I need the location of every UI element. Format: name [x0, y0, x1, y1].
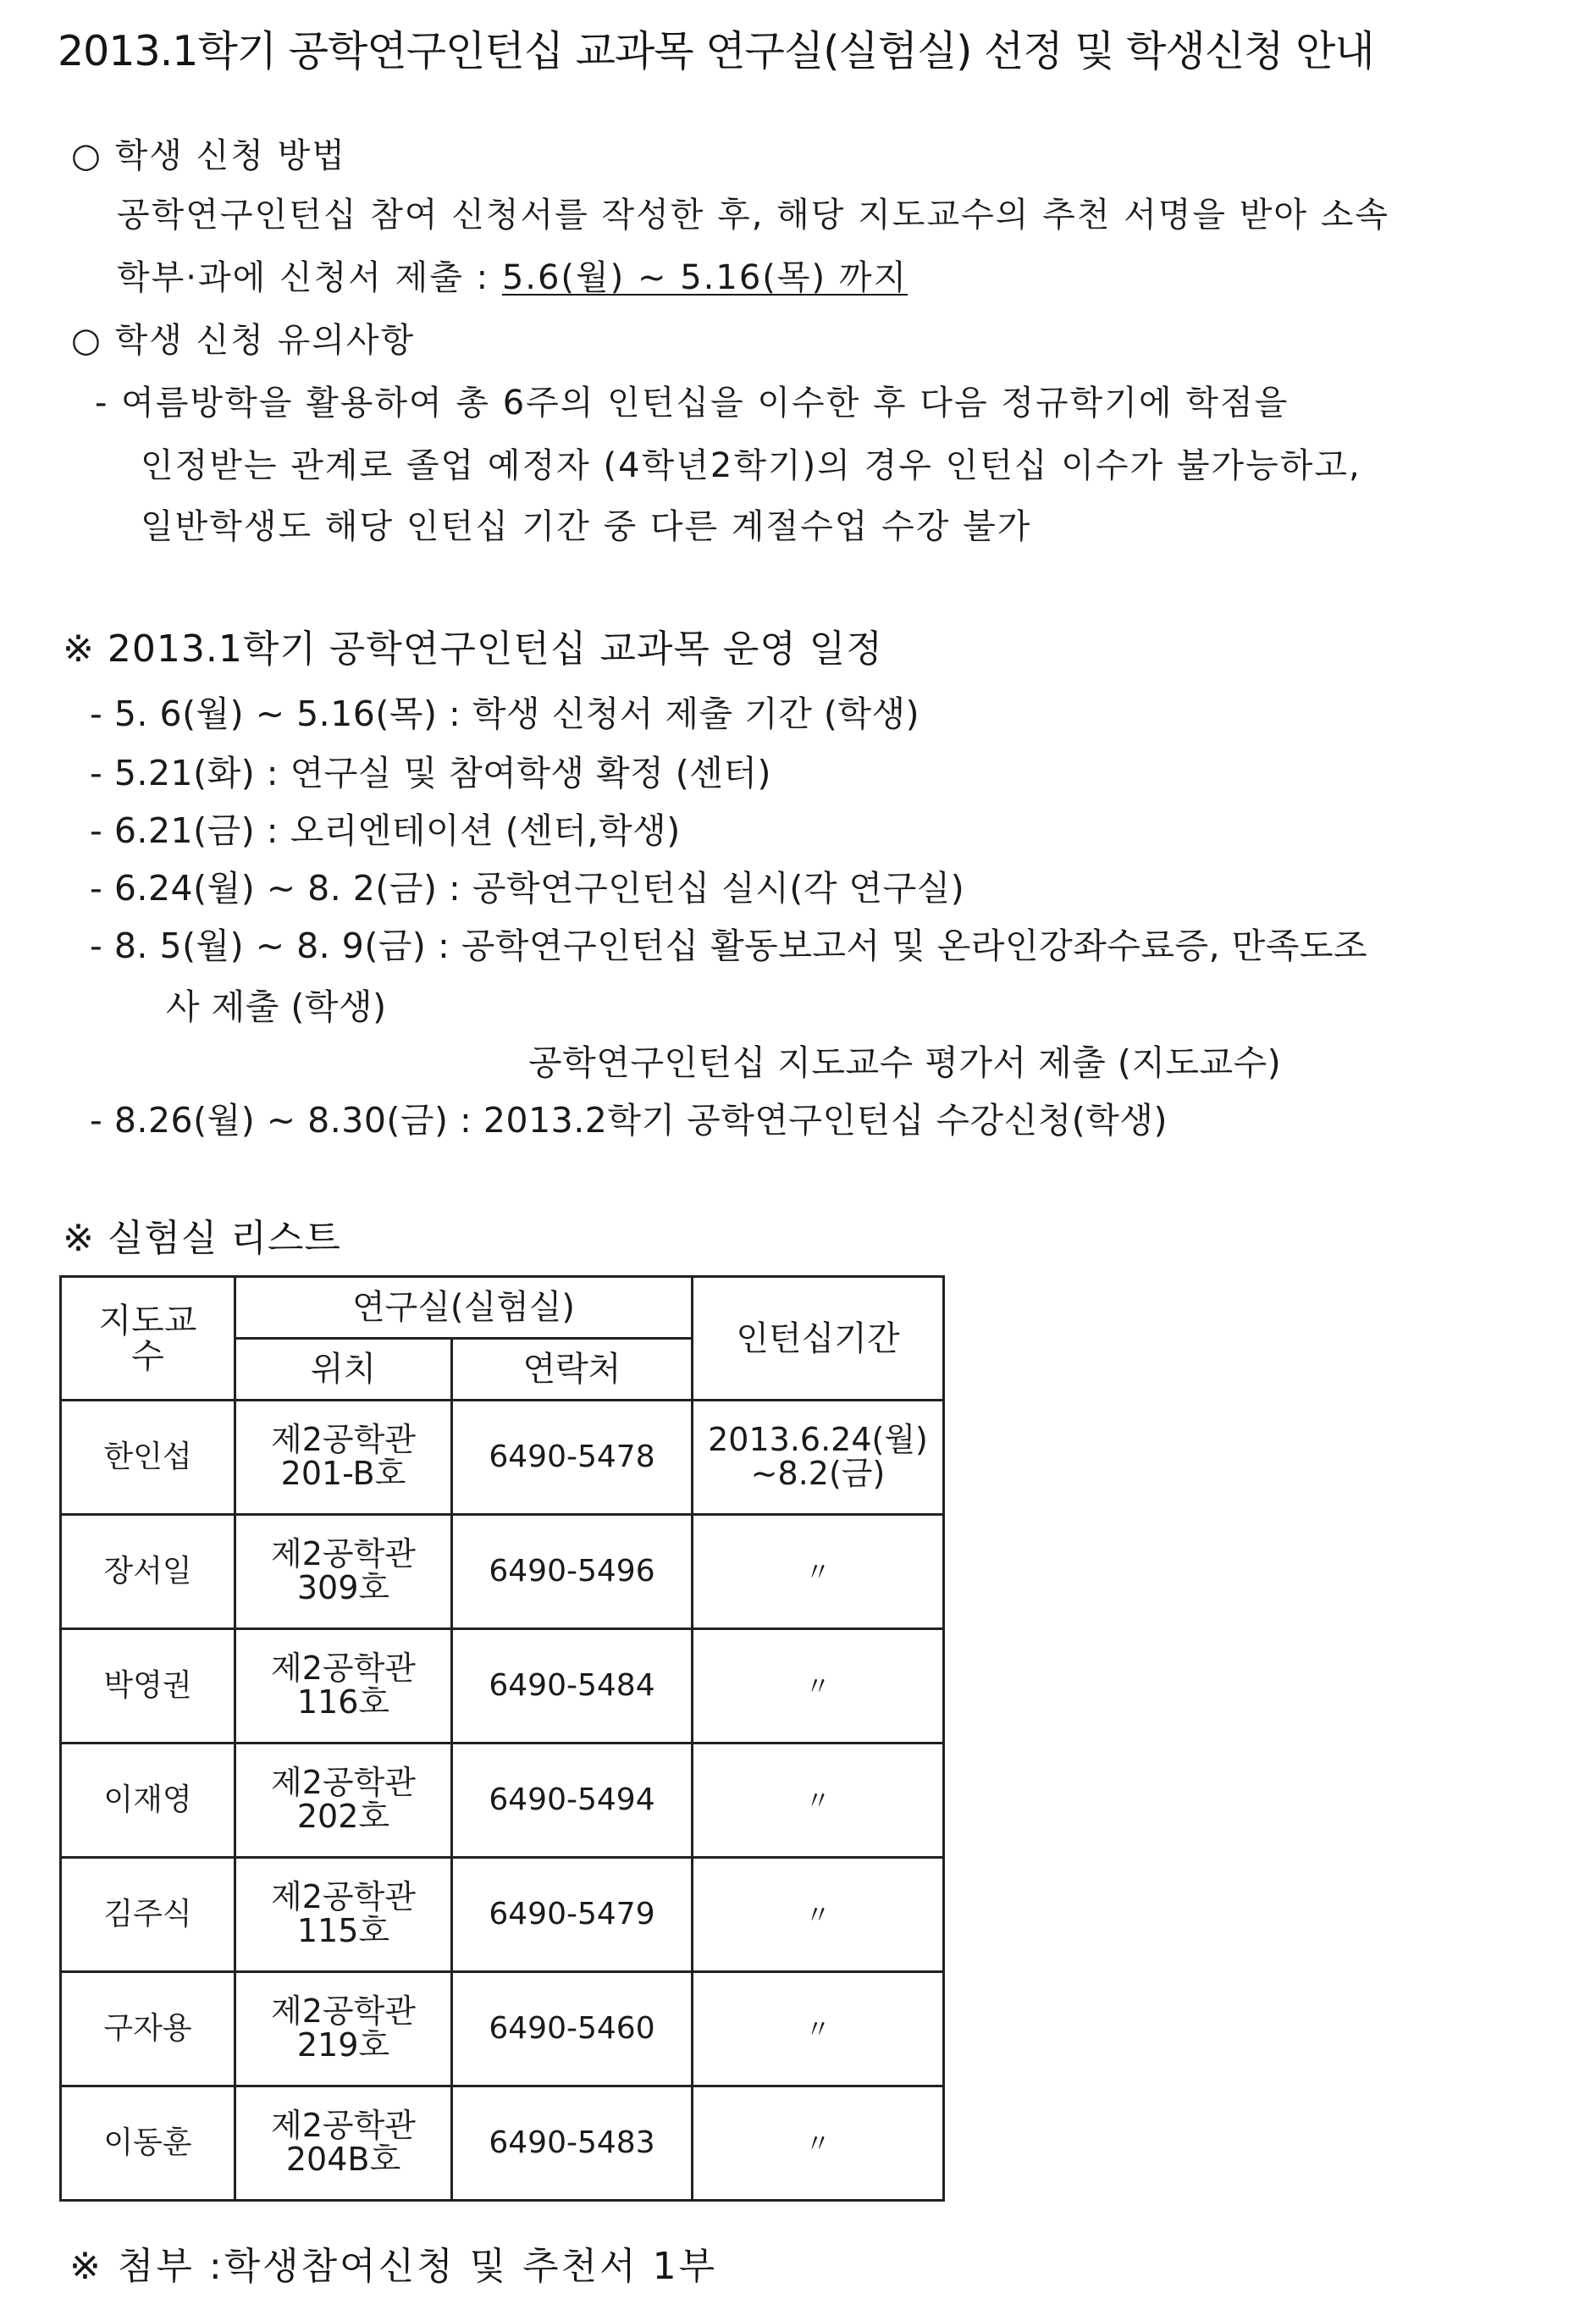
- header-contact: 연락처: [452, 1339, 693, 1401]
- apply-method-line2-prefix: 학부·과에 신청서 제출 :: [117, 258, 502, 297]
- room-number: 309호: [296, 1569, 390, 1606]
- schedule-item: - 5. 6(월) ~ 5.16(목) : 학생 신청서 제출 기간 (학생): [90, 694, 920, 734]
- period-cell: [693, 1858, 944, 1972]
- contact-cell: 6490-5484: [452, 1629, 693, 1744]
- schedule-item: - 8.26(월) ~ 8.30(금) : 2013.2학기 공학연구인턴십 수강신청(학생): [90, 1100, 1168, 1141]
- period-cell: [693, 1515, 944, 1629]
- schedule-item: - 6.21(금) : 오리엔테이션 (센터,학생): [90, 810, 681, 851]
- apply-method-line1: 공학연구인턴십 참여 신청서를 작성한 후, 해당 지도교수의 추천 서명을 받아 소속: [117, 196, 1389, 235]
- building-name: 제2공학관: [270, 1421, 416, 1459]
- period-cell: [693, 1972, 944, 2086]
- contact-cell: 6490-5496: [452, 1515, 693, 1629]
- notes-line1: - 여름방학을 활용하여 총 6주의 인턴십을 이수한 후 다음 정규학기에 학점을: [95, 384, 1290, 423]
- notes-line2: 인정받는 관계로 졸업 예정자 (4학년2학기)의 경우 인턴십 이수가 불가능하고,: [141, 446, 1361, 485]
- ditto-mark: 〃: [805, 2015, 831, 2046]
- period-cell: [693, 2086, 944, 2201]
- building-name: 제2공학관: [270, 1764, 416, 1802]
- building-name: 제2공학관: [270, 1878, 416, 1916]
- ditto-mark: 〃: [805, 1558, 831, 1589]
- location-cell: [235, 1515, 452, 1629]
- period-cell: [693, 1629, 944, 1744]
- table-row: [61, 1972, 944, 2086]
- room-number: 201-B호: [280, 1455, 406, 1492]
- contact-cell: 6490-5494: [452, 1744, 693, 1858]
- building-name: 제2공학관: [270, 1650, 416, 1688]
- period-cell: [693, 1744, 944, 1858]
- table-row: [61, 2086, 944, 2201]
- table-row: [61, 1744, 944, 1858]
- ditto-mark: 〃: [805, 1672, 831, 1703]
- location-cell: [235, 2086, 452, 2201]
- apply-method-heading: ○ 학생 신청 방법: [71, 136, 346, 175]
- advisor-cell: 장서일: [61, 1515, 235, 1629]
- room-number: 116호: [296, 1683, 390, 1721]
- header-period: 인턴십기간: [693, 1277, 944, 1401]
- contact-cell: 6490-5483: [452, 2086, 693, 2201]
- building-name: 제2공학관: [270, 1992, 416, 2031]
- advisor-cell: 이재영: [61, 1744, 235, 1858]
- ditto-mark: 〃: [805, 2130, 831, 2160]
- contact-cell: 6490-5478: [452, 1401, 693, 1515]
- advisor-cell: 한인섭: [61, 1401, 235, 1515]
- advisor-cell: 박영권: [61, 1629, 235, 1744]
- apply-period: 5.6(월) ~ 5.16(목) 까지: [501, 258, 908, 297]
- room-number: 202호: [296, 1798, 390, 1835]
- location-cell: [235, 1972, 452, 2086]
- schedule-heading: ※ 2013.1학기 공학연구인턴십 교과목 운영 일정: [63, 627, 883, 671]
- location-cell: [235, 1858, 452, 1972]
- period-cell: [693, 1401, 944, 1515]
- schedule-item-sub: 공학연구인턴십 지도교수 평가서 제출 (지도교수): [528, 1042, 1282, 1083]
- period-start: 2013.6.24(월): [708, 1421, 928, 1459]
- ditto-mark: 〃: [805, 1787, 831, 1817]
- ditto-mark: 〃: [805, 1901, 831, 1931]
- schedule-item-continued: 사 제출 (학생): [166, 986, 387, 1027]
- table-row: [61, 1401, 944, 1515]
- building-name: 제2공학관: [270, 1535, 416, 1573]
- building-name: 제2공학관: [270, 2107, 416, 2145]
- location-cell: [235, 1629, 452, 1744]
- document-title: 2013.1학기 공학연구인턴십 교과목 연구실(실험실) 선정 및 학생신청 안내: [58, 27, 1374, 75]
- room-number: 204B호: [285, 2141, 401, 2178]
- table-row: [61, 1515, 944, 1629]
- notes-heading: ○ 학생 신청 유의사항: [71, 321, 416, 360]
- advisor-cell: 김주식: [61, 1858, 235, 1972]
- contact-cell: 6490-5479: [452, 1858, 693, 1972]
- room-number: 115호: [296, 1912, 390, 1949]
- advisor-cell: 구자용: [61, 1972, 235, 2086]
- period-end: ~8.2(금): [750, 1455, 886, 1492]
- notes-line3: 일반학생도 해당 인턴십 기간 중 다른 계절수업 수강 불가: [141, 507, 1032, 546]
- room-number: 219호: [296, 2026, 390, 2064]
- contact-cell: 6490-5460: [452, 1972, 693, 2086]
- table-row: [61, 1858, 944, 1972]
- schedule-item: - 8. 5(월) ~ 8. 9(금) : 공학연구인턴십 활동보고서 및 온라인강좌수료증, 만족도조: [90, 926, 1368, 966]
- header-location: 위치: [235, 1339, 452, 1401]
- apply-method-line2: [117, 251, 908, 299]
- schedule-item: - 5.21(화) : 연구실 및 참여학생 확정 (센터): [90, 753, 771, 793]
- lab-list-table: [59, 1275, 945, 2202]
- header-advisor: 지도교수: [61, 1277, 235, 1401]
- attachment-note: ※ 첨부 :학생참여신청 및 추천서 1부: [69, 2245, 718, 2288]
- location-cell: [235, 1401, 452, 1515]
- header-lab: 연구실(실험실): [235, 1277, 693, 1339]
- lab-list-heading: ※ 실험실 리스트: [63, 1217, 341, 1260]
- schedule-item: - 6.24(월) ~ 8. 2(금) : 공학연구인턴십 실시(각 연구실): [90, 868, 965, 909]
- advisor-cell: 이동훈: [61, 2086, 235, 2201]
- table-row: [61, 1629, 944, 1744]
- location-cell: [235, 1744, 452, 1858]
